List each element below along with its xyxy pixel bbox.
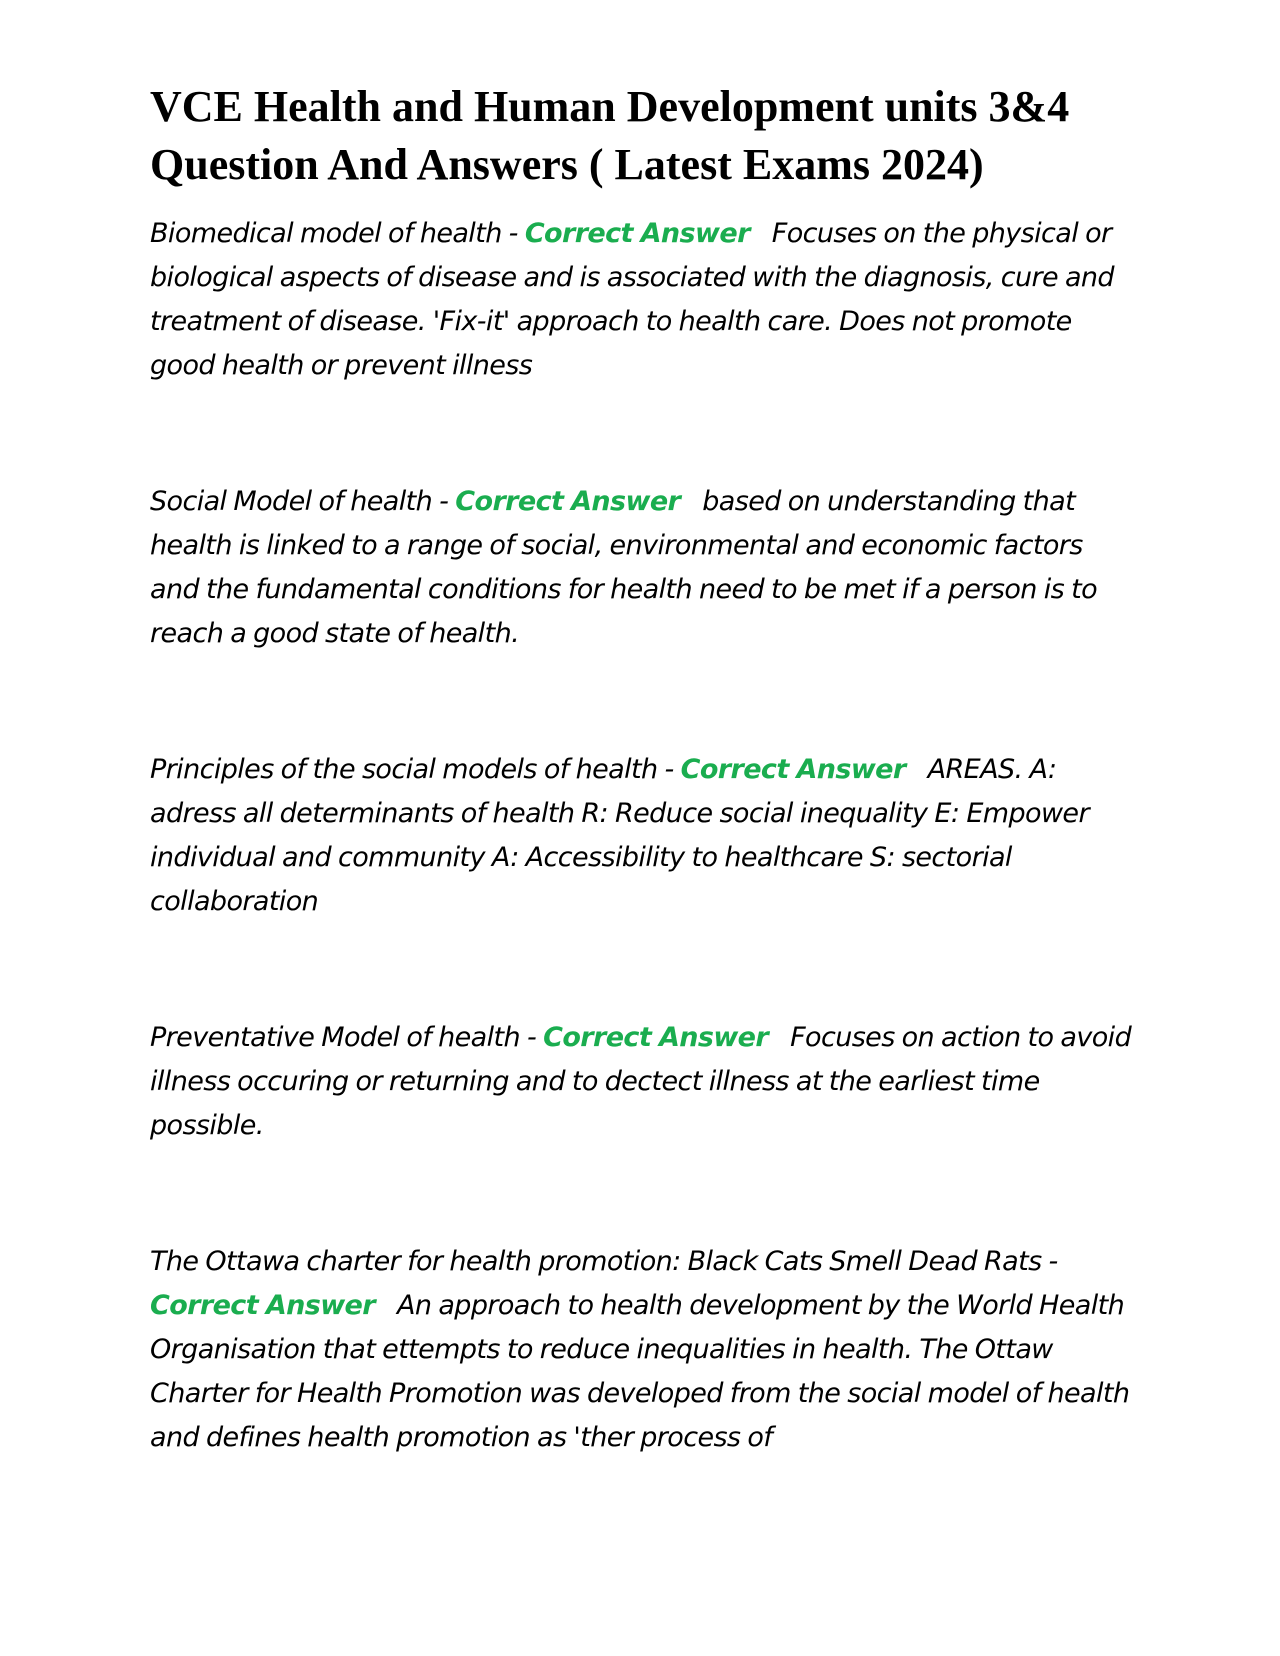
qa-item [150, 480, 1135, 656]
correct-answer-label: Correct Answer [680, 754, 906, 785]
answer-text: based on understanding that health is linked to a range of social, environmental and economic factors and the fundamental conditions for health need to be met if a person is to reach a good state of health. [150, 486, 1098, 649]
qa-item [150, 748, 1135, 924]
answer-text: Focuses on action to avoid illness occuring or returning and to dectect illness at the earliest time possible. [150, 1022, 1132, 1141]
question-text: Preventative Model of health - [150, 1022, 544, 1053]
document-content [150, 78, 1135, 1552]
answer-text: Focuses on the physical or biological aspects of disease and is associated with the diagnosis, cure and treatment of disease. 'Fix-it' approach to health care. Does not promote good health or prevent illness [150, 218, 1114, 381]
correct-answer-label: Correct Answer [455, 486, 681, 517]
page-title: VCE Health and Human Development units 3&4 Question And Answers ( Latest Exams 2024) [150, 82, 1070, 189]
answer-text: AREAS. A: adress all determinants of health R: Reduce social inequality E: Empower individual and community A: Accessibility to healthcare S: sectorial collaboration [150, 754, 1089, 917]
correct-answer-label: Correct Answer [524, 218, 750, 249]
question-text: Principles of the social models of health - [150, 754, 681, 785]
answer-text: An approach to health development by the World Health Organisation that ettempts to reduce inequalities in health. The Ottaw Charter for Health Promotion was developed from the social model of health and defines health promotion as 'ther process of [150, 1290, 1130, 1453]
qa-item [150, 1240, 1135, 1460]
question-text: Biomedical model of health - [150, 218, 525, 249]
correct-answer-label: Correct Answer [150, 1290, 375, 1321]
question-text: The Ottawa charter for health promotion: Black Cats Smell Dead Rats - [150, 1246, 1058, 1277]
correct-answer-label: Correct Answer [543, 1022, 769, 1053]
qa-item [150, 1016, 1135, 1148]
question-text: Social Model of health - [150, 486, 456, 517]
qa-item [150, 212, 1135, 388]
